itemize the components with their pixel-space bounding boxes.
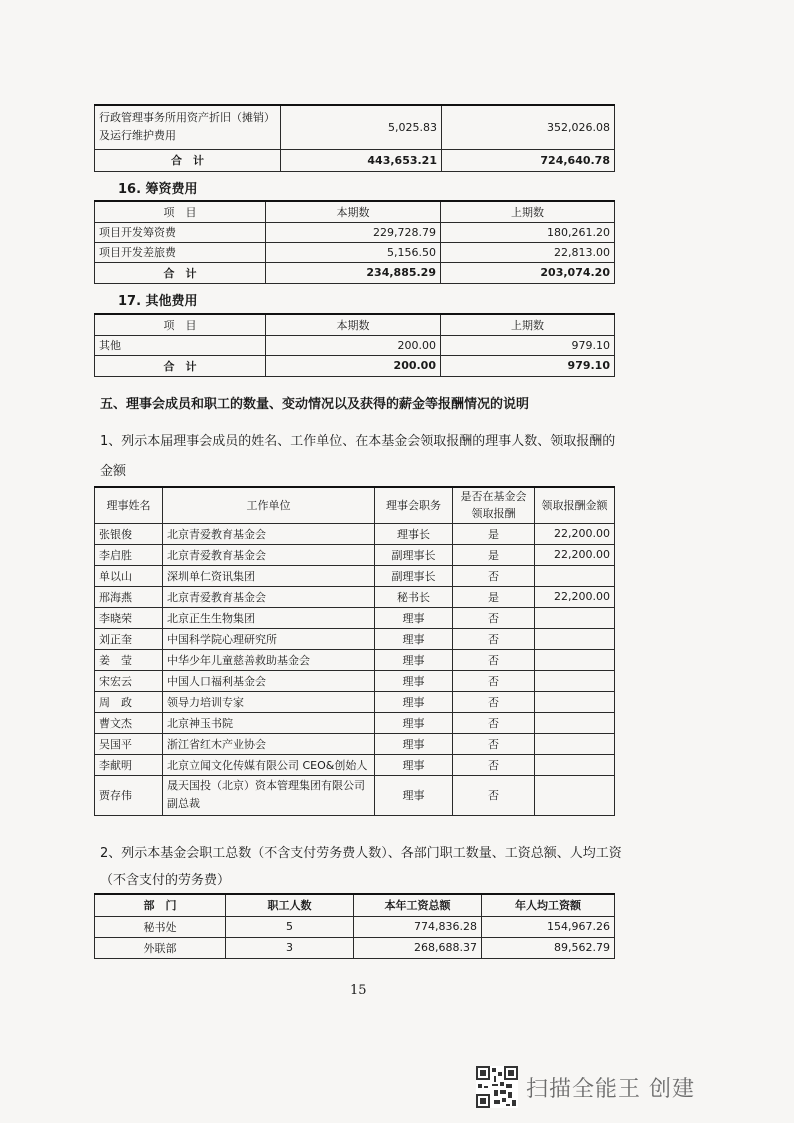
member-role: 副理事长 — [375, 565, 453, 586]
staff-body — [95, 916, 615, 958]
header-item: 项 目 — [95, 314, 266, 335]
para-2-line1: 2、列示本基金会职工总数（不含支付劳务费人数）、各部门职工数量、工资总额、人均工资 — [100, 846, 622, 861]
watermark-text: 扫描全能王 创建 — [526, 1076, 695, 1102]
header-previous: 上期数 — [441, 201, 615, 222]
admin-expense-table — [94, 104, 615, 172]
current-value: 5,156.50 — [266, 242, 441, 262]
previous-value: 180,261.20 — [441, 222, 615, 242]
member-role: 副理事长 — [375, 544, 453, 565]
section-16-title: 16. 筹资费用 — [118, 182, 198, 197]
member-role: 理事 — [375, 754, 453, 775]
staff-total: 774,836.28 — [354, 916, 482, 937]
header-paid — [453, 487, 535, 523]
header-row — [95, 201, 615, 222]
other-expense-table — [94, 313, 615, 377]
member-name: 曹文杰 — [95, 712, 163, 733]
item-cell: 项目开发筹资费 — [95, 222, 266, 242]
board-body — [95, 523, 615, 775]
member-paid: 是 — [453, 544, 535, 565]
member-name: 李晓荣 — [95, 607, 163, 628]
page-number: 15 — [350, 983, 367, 998]
member-role: 理事 — [375, 670, 453, 691]
member-org: 中华少年儿童慈善救助基金会 — [163, 649, 375, 670]
table-row — [95, 105, 615, 149]
header-dept: 部 门 — [95, 894, 226, 916]
table-row — [95, 242, 615, 262]
member-amount — [535, 754, 615, 775]
table-row — [95, 607, 615, 628]
table-row — [95, 649, 615, 670]
member-org-line2: 副总裁 — [167, 797, 200, 810]
total-current: 234,885.29 — [266, 262, 441, 283]
header-paid-line1: 是否在基金会 — [460, 490, 527, 504]
header-row — [95, 314, 615, 335]
header-current: 本期数 — [266, 201, 441, 222]
header-row — [95, 487, 615, 523]
member-amount — [535, 607, 615, 628]
member-role: 理事 — [375, 649, 453, 670]
member-amount — [535, 691, 615, 712]
header-name: 理事姓名 — [95, 487, 163, 523]
member-name: 张银俊 — [95, 523, 163, 544]
item-text-line2: 及运行维护费用 — [99, 129, 176, 143]
member-org: 中国科学院心理研究所 — [163, 628, 375, 649]
table-row — [95, 691, 615, 712]
member-name: 周 政 — [95, 691, 163, 712]
staff-avg: 154,967.26 — [482, 916, 615, 937]
header-previous: 上期数 — [441, 314, 615, 335]
member-org: 北京青爱教育基金会 — [163, 544, 375, 565]
member-amount — [535, 628, 615, 649]
member-role: 理事长 — [375, 523, 453, 544]
member-paid: 否 — [453, 775, 535, 815]
member-amount: 22,200.00 — [535, 544, 615, 565]
current-value: 200.00 — [266, 335, 441, 355]
member-name: 邢海燕 — [95, 586, 163, 607]
qr-code-icon — [476, 1066, 518, 1108]
member-name: 贾存伟 — [95, 775, 163, 815]
staff-avg: 89,562.79 — [482, 937, 615, 958]
header-total: 本年工资总额 — [354, 894, 482, 916]
member-role: 理事 — [375, 691, 453, 712]
header-row — [95, 894, 615, 916]
previous-value: 22,813.00 — [441, 242, 615, 262]
table-row — [95, 754, 615, 775]
table-row — [95, 733, 615, 754]
scanner-watermark — [476, 1066, 695, 1108]
item-cell — [95, 105, 281, 149]
member-amount — [535, 775, 615, 815]
member-paid: 否 — [453, 670, 535, 691]
total-row — [95, 262, 615, 283]
header-org: 工作单位 — [163, 487, 375, 523]
member-amount — [535, 565, 615, 586]
header-avg: 年人均工资额 — [482, 894, 615, 916]
member-org — [163, 775, 375, 815]
member-org: 中国人口福利基金会 — [163, 670, 375, 691]
member-amount: 22,200.00 — [535, 523, 615, 544]
member-role: 理事 — [375, 607, 453, 628]
member-name: 单以山 — [95, 565, 163, 586]
member-org: 北京神玉书院 — [163, 712, 375, 733]
member-name: 宋宏云 — [95, 670, 163, 691]
total-current: 200.00 — [266, 355, 441, 376]
member-name: 李启胜 — [95, 544, 163, 565]
member-paid: 否 — [453, 712, 535, 733]
table-row — [95, 523, 615, 544]
item-cell: 项目开发差旅费 — [95, 242, 266, 262]
total-label: 合 计 — [95, 262, 266, 283]
member-org: 北京青爱教育基金会 — [163, 523, 375, 544]
para-1-line2: 金额 — [100, 464, 127, 479]
table-row — [95, 775, 615, 815]
table-row — [95, 916, 615, 937]
member-paid: 是 — [453, 586, 535, 607]
total-label: 合 计 — [95, 355, 266, 376]
staff-total: 268,688.37 — [354, 937, 482, 958]
financing-expense-table — [94, 200, 615, 284]
member-org: 北京正生生物集团 — [163, 607, 375, 628]
member-paid: 否 — [453, 565, 535, 586]
member-paid: 是 — [453, 523, 535, 544]
previous-value: 979.10 — [441, 335, 615, 355]
staff-dept: 外联部 — [95, 937, 226, 958]
table-row — [95, 565, 615, 586]
member-org: 深圳单仁资讯集团 — [163, 565, 375, 586]
header-count: 职工人数 — [226, 894, 354, 916]
member-amount — [535, 670, 615, 691]
staff-count: 5 — [226, 916, 354, 937]
previous-value: 352,026.08 — [442, 105, 615, 149]
table-row — [95, 544, 615, 565]
header-role: 理事会职务 — [375, 487, 453, 523]
current-value: 5,025.83 — [281, 105, 442, 149]
member-role: 理事 — [375, 712, 453, 733]
total-previous: 203,074.20 — [441, 262, 615, 283]
member-paid: 否 — [453, 628, 535, 649]
member-name: 姜 莹 — [95, 649, 163, 670]
member-amount — [535, 733, 615, 754]
board-members-table — [94, 486, 615, 816]
section-17-title: 17. 其他费用 — [118, 294, 198, 309]
member-paid: 否 — [453, 649, 535, 670]
table-row — [95, 670, 615, 691]
member-amount: 22,200.00 — [535, 586, 615, 607]
current-value: 229,728.79 — [266, 222, 441, 242]
table-row — [95, 937, 615, 958]
member-name: 李献明 — [95, 754, 163, 775]
table-row — [95, 712, 615, 733]
section-5-title: 五、理事会成员和职工的数量、变动情况以及获得的薪金等报酬情况的说明 — [100, 397, 530, 412]
total-previous: 724,640.78 — [442, 149, 615, 171]
member-paid: 否 — [453, 733, 535, 754]
total-previous: 979.10 — [441, 355, 615, 376]
member-role: 理事 — [375, 733, 453, 754]
member-role: 理事 — [375, 628, 453, 649]
member-paid: 否 — [453, 607, 535, 628]
member-org: 北京立闻文化传媒有限公司 CEO&创始人 — [163, 754, 375, 775]
item-text-line1: 行政管理事务所用资产折旧（摊销） — [99, 111, 275, 125]
staff-dept: 秘书处 — [95, 916, 226, 937]
member-paid: 否 — [453, 754, 535, 775]
staff-count: 3 — [226, 937, 354, 958]
para-1-line1: 1、列示本届理事会成员的姓名、工作单位、在本基金会领取报酬的理事人数、领取报酬的 — [100, 434, 616, 449]
item-cell: 其他 — [95, 335, 266, 355]
staff-table — [94, 893, 615, 959]
member-org-line1: 晟天国投（北京）资本管理集团有限公司 — [167, 779, 365, 792]
header-amount: 领取报酬金额 — [535, 487, 615, 523]
header-item: 项 目 — [95, 201, 266, 222]
member-paid: 否 — [453, 691, 535, 712]
header-paid-line2: 领取报酬 — [471, 507, 516, 521]
member-role: 理事 — [375, 775, 453, 815]
total-label: 合 计 — [95, 149, 281, 171]
table-row — [95, 222, 615, 242]
total-current: 443,653.21 — [281, 149, 442, 171]
table-row — [95, 335, 615, 355]
para-2-line2: （不含支付的劳务费） — [100, 873, 231, 888]
member-role: 秘书长 — [375, 586, 453, 607]
total-row — [95, 149, 615, 171]
member-org: 领导力培训专家 — [163, 691, 375, 712]
table-row — [95, 586, 615, 607]
member-amount — [535, 712, 615, 733]
table-row — [95, 628, 615, 649]
member-amount — [535, 649, 615, 670]
member-org: 北京青爱教育基金会 — [163, 586, 375, 607]
member-name: 吴国平 — [95, 733, 163, 754]
member-org: 浙江省红木产业协会 — [163, 733, 375, 754]
member-name: 刘正奎 — [95, 628, 163, 649]
total-row — [95, 355, 615, 376]
header-current: 本期数 — [266, 314, 441, 335]
